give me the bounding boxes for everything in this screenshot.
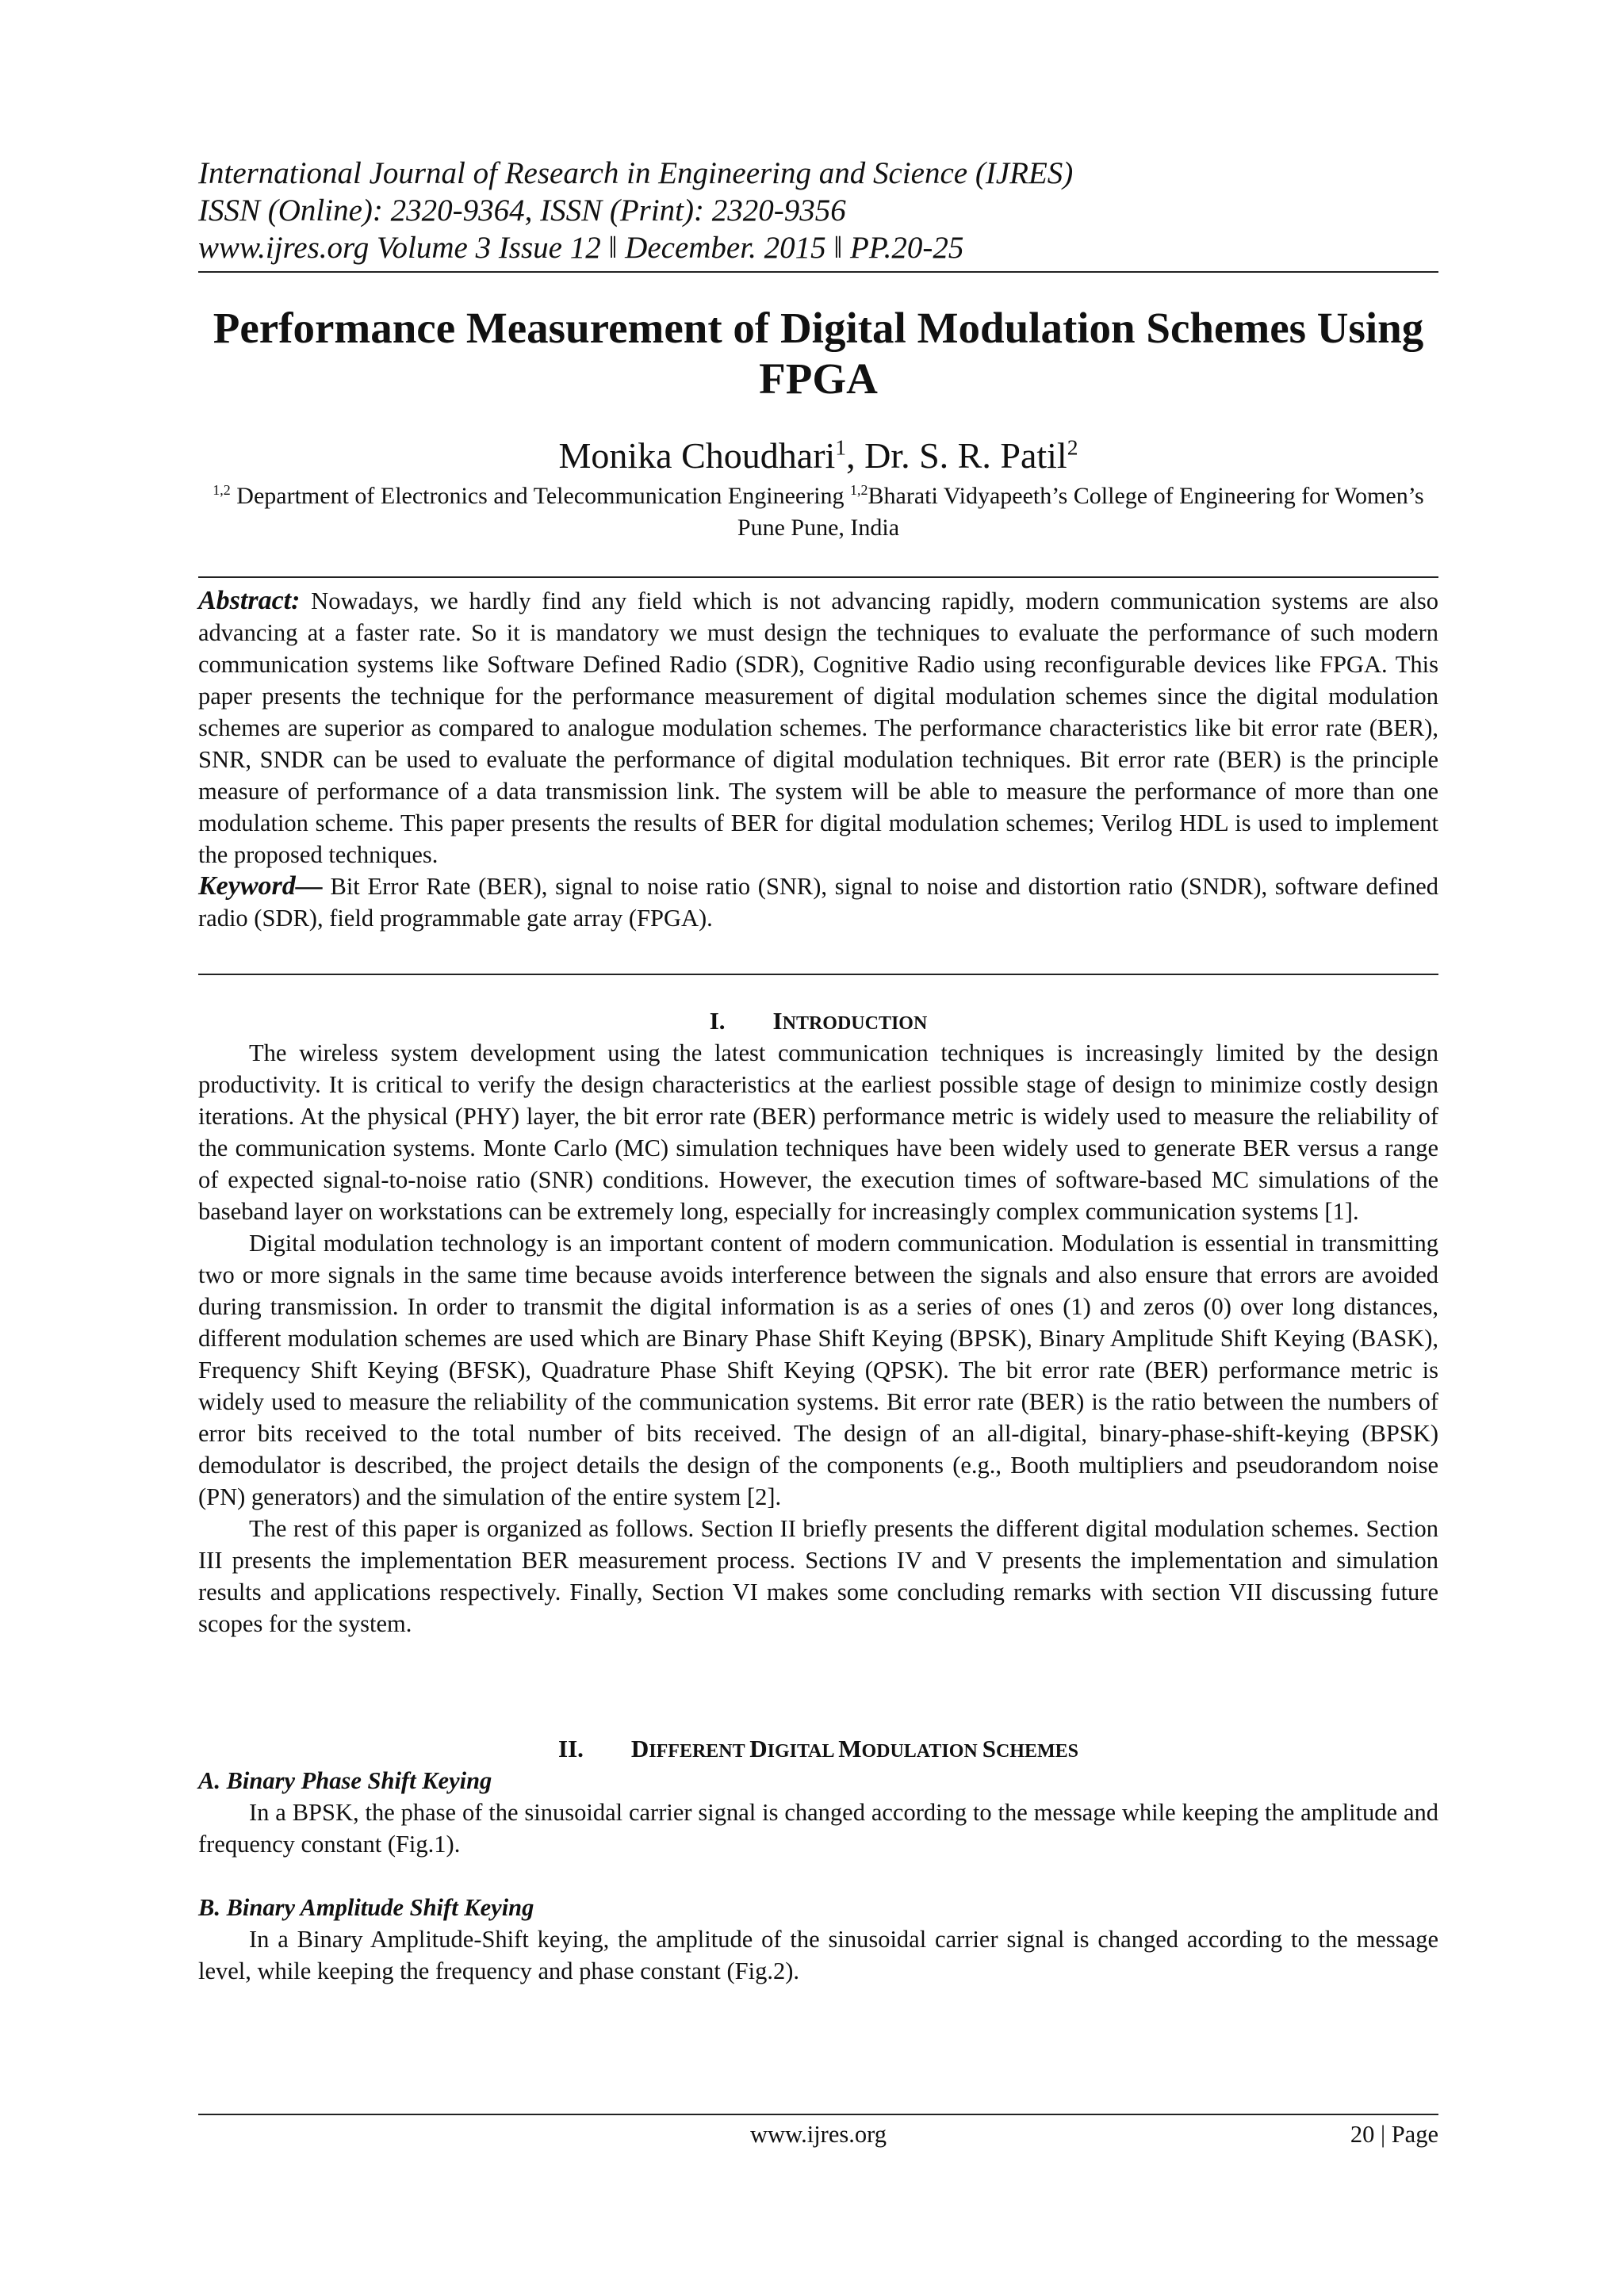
introduction-body	[198, 1037, 1438, 1640]
affil-sup-2: 1,2	[850, 482, 868, 498]
heading-cap: I	[772, 1007, 783, 1035]
heading-cap: S	[982, 1735, 996, 1762]
author-2: , Dr. S. R. Patil	[846, 435, 1067, 476]
abstract-bottom-rule	[198, 974, 1438, 975]
keyword-label: Keyword—	[198, 871, 323, 901]
subsection-title-bpsk: A. Binary Phase Shift Keying	[198, 1767, 492, 1794]
keywords-paragraph	[198, 871, 1438, 934]
bask-paragraph: In a Binary Amplitude-Shift keying, the amplitude of the sinusoidal carrier signal is changed according to the message level, while keeping the frequency and phase constant (Fig.2).	[198, 1926, 1438, 1984]
affil-college: Bharati Vidyapeeth’s College of Engineering for Women’s Pune Pune, India	[737, 483, 1424, 541]
journal-issn: ISSN (Online): 2320-9364, ISSN (Print): 2320-9356	[198, 193, 846, 228]
heading-smallcaps: ODULATION	[861, 1741, 982, 1762]
section-heading-introduction	[198, 1005, 1438, 1039]
subsection-body-bask	[198, 1923, 1438, 1987]
abstract-text: Nowadays, we hardly find any field which is not advancing rapidly, modern communication systems are also advancing at a faster rate. So it is mandatory we must design the techniques to evaluate the performance of such modern communication systems like Software Defined Radio (SDR), Cognitive Radio using reconfigurable devices like FPGA. This paper presents the technique for the performance measurement of digital modulation schemes since the digital modulation schemes are superior as compared to analogue modulation schemes. The performance characteristics like bit error rate (BER), SNR, SNDR can be used to evaluate the performance of digital modulation techniques. Bit error rate (BER) is the principle measure of performance of a data transmission link. The system will be able to measure the performance of more than one modulation scheme. This paper presents the results of BER for digital modulation schemes; Verilog HDL is used to implement the proposed techniques.	[198, 587, 1438, 868]
journal-header	[198, 155, 1438, 266]
heading-cap: D	[749, 1735, 768, 1762]
header-rule	[198, 271, 1438, 273]
page-number: 20 | Page	[1350, 2121, 1438, 2148]
heading-cap: D	[630, 1735, 649, 1762]
affil-sup-1: 1,2	[213, 482, 231, 498]
page-footer	[198, 2118, 1438, 2150]
intro-paragraph-3: The rest of this paper is organized as follows. Section II briefly presents the different digital modulation schemes. Section III presents the implementation BER measurement process. Sections IV and V presents the implementation and simulation results and applications respectively. Finally, Section VI makes some concluding remarks with section VII discussing future scopes for the system.	[198, 1515, 1438, 1637]
heading-cap: M	[838, 1735, 862, 1762]
authors	[198, 434, 1438, 477]
bpsk-paragraph: In a BPSK, the phase of the sinusoidal carrier signal is changed according to the message while keeping the amplitude and frequency constant (Fig.1).	[198, 1799, 1438, 1858]
heading-smallcaps: IGITAL	[767, 1741, 839, 1762]
abstract-top-rule	[198, 576, 1438, 578]
footer-website: www.ijres.org	[750, 2121, 887, 2148]
section-number: I.	[709, 1007, 726, 1035]
section-number: II.	[558, 1735, 584, 1762]
heading-smallcaps: NTRODUCTION	[782, 1013, 928, 1034]
intro-paragraph-1: The wireless system development using the latest communication techniques is increasingly limited by the design productivity. It is critical to verify the design characteristics at the earliest possible stage of design to minimize costly design iterations. At the physical (PHY) layer, the bit error rate (BER) performance metric is widely used to measure the reliability of the communication systems. Monte Carlo (MC) simulation techniques have been widely used to generate BER versus a range of expected signal-to-noise ratio (SNR) conditions. However, the execution times of software-based MC simulations of the baseband layer on workstations can be extremely long, especially for increasingly complex communication systems [1].	[198, 1039, 1438, 1225]
author-1: Monika Choudhari	[558, 435, 836, 476]
keywords-text: Bit Error Rate (BER), signal to noise ratio (SNR), signal to noise and distortion ratio (SNDR), software defined radio (SDR), field programmable gate array (FPGA).	[198, 873, 1438, 932]
subsection-body-bpsk	[198, 1797, 1438, 1860]
affiliation	[198, 480, 1438, 544]
author-1-sup: 1	[835, 434, 847, 460]
journal-volume: www.ijres.org Volume 3 Issue 12 ǁ December. 2015 ǁ PP.20-25	[198, 231, 964, 265]
abstract-paragraph	[198, 585, 1438, 871]
subsection-title-bask: B. Binary Amplitude Shift Keying	[198, 1894, 534, 1921]
journal-name: International Journal of Research in Engineering and Science (IJRES)	[198, 156, 1074, 190]
paper-title: Performance Measurement of Digital Modulation Schemes Using FPGA	[213, 304, 1424, 403]
intro-paragraph-2: Digital modulation technology is an important content of modern communication. Modulation is essential in transmitting two or more signals in the same time because avoids interference between the signals and also ensure that errors are avoided during transmission. In order to transmit the digital information is as a series of ones (1) and zeros (0) over long distances, different modulation schemes are used which are Binary Phase Shift Keying (BPSK), Binary Amplitude Shift Keying (BASK), Frequency Shift Keying (BFSK), Quadrature Phase Shift Keying (QPSK). The bit error rate (BER) performance metric is widely used to measure the reliability of the communication systems. Bit error rate (BER) is the ratio between the numbers of error bits received to the total number of bits received. The design of an all-digital, binary-phase-shift-keying (BPSK) demodulator is described, the project details the design of the components (e.g., Booth multipliers and pseudorandom noise (PN) generators) and the simulation of the entire system [2].	[198, 1230, 1438, 1510]
author-2-sup: 2	[1067, 434, 1078, 460]
heading-smallcaps: CHEMES	[995, 1741, 1078, 1762]
heading-smallcaps: IFFERENT	[649, 1741, 750, 1762]
section-heading-modulation-schemes	[198, 1733, 1438, 1767]
abstract-block	[198, 585, 1438, 934]
affil-department: Department of Electronics and Telecommunication Engineering	[230, 483, 851, 509]
footer-rule	[198, 2114, 1438, 2115]
abstract-label: Abstract:	[198, 586, 301, 615]
